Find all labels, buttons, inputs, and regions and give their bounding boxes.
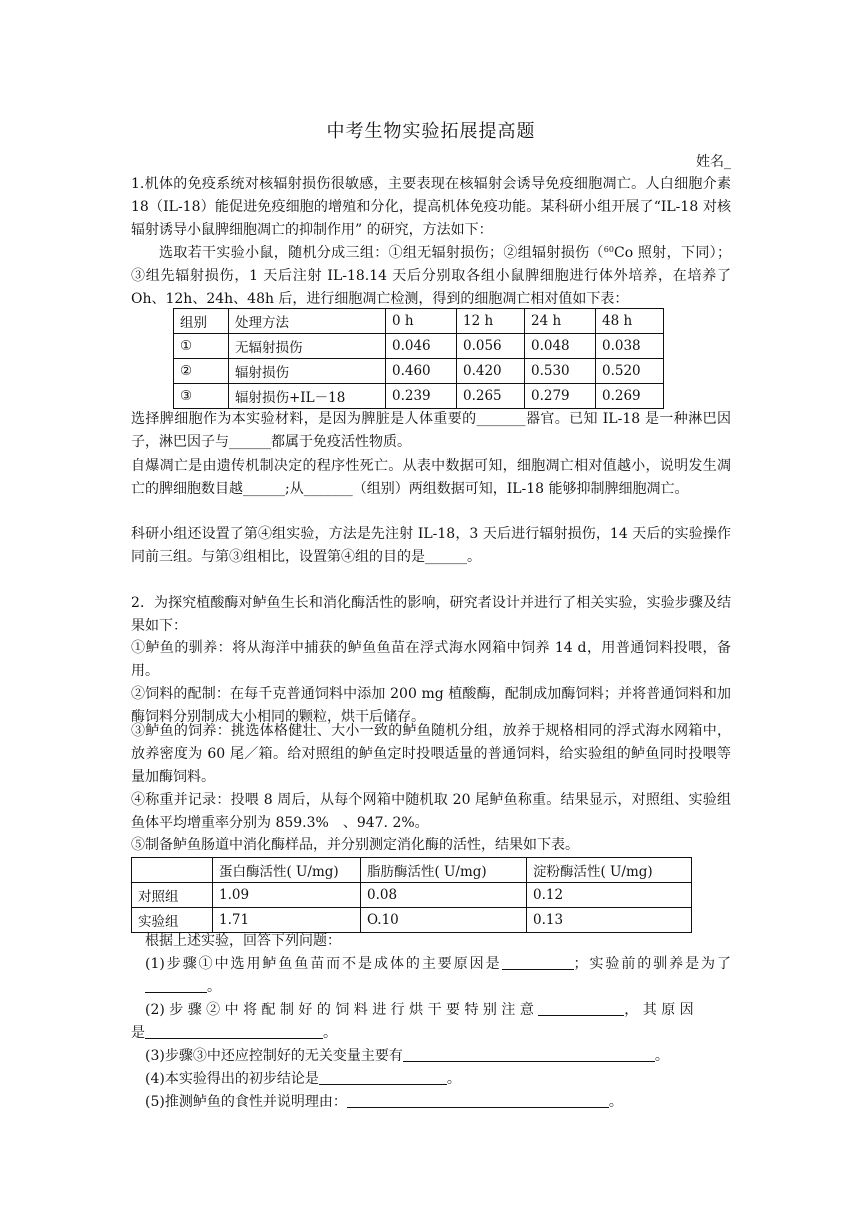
answer-blank[interactable] [502, 955, 574, 970]
table-cell: ③ [174, 384, 229, 409]
table-cell: 0.046 [386, 334, 457, 359]
co-superscript: 60 [603, 245, 614, 254]
table-cell: 0.520 [596, 359, 664, 384]
table-cell: 0.279 [525, 384, 596, 409]
q2-step-4: ④称重并记录：投喂 8 周后，从每个网箱中随机取 20 尾鲈鱼称重。结果显示，对照组、实验组鱼体平均增重率分别为 859.3% 、947. 2%。 [131, 792, 731, 832]
q2-step-2: ②饲料的配制：在每千克普通饲料中添加 200 mg 植酸酶，配制成加酶饲料；并将普通饲料和加酶饲料分别制成大小相同的颗粒，烘干后储存。 [131, 686, 731, 726]
q2-question-5: (5)推测鲈鱼的食性并说明理由： 。 [145, 1094, 623, 1110]
table-row [132, 883, 692, 908]
table-header-cell: 处理方法 [229, 309, 386, 334]
q1-method-b: Co 照射，下同）；③组先辐射损伤，1 天后注射 IL-18.14 天后分别取各组小鼠脾细胞进行体外培养，在培养了 Oh、12h、24h、48h 后，进行细胞凋亡检测，得到的细胞凋亡相对值如下表： [131, 245, 732, 308]
q2-intro: 2．为探究植酸酶对鲈鱼生长和消化酶活性的影响，研究者设计并进行了相关实验，实验步骤及结果如下： [131, 595, 731, 635]
answer-blank[interactable] [538, 1001, 624, 1016]
table-header-cell: 蛋白酶活性( U/mg) [213, 858, 361, 883]
q2-question-3: (3)步骤③中还应控制好的无关变量主要有 。 [145, 1048, 669, 1064]
table-header-cell: 24 h [525, 309, 596, 334]
table-row [174, 334, 664, 359]
table-cell: 0.08 [361, 883, 527, 908]
table-header-cell: 组别 [174, 309, 229, 334]
table-cell: 1.09 [213, 883, 361, 908]
q2-question-1: (1)步骤①中选用鲈鱼鱼苗而不是成体的主要原因是 ；实验前的驯养是为了。 [145, 956, 731, 996]
q1-para-1: 选择脾细胞作为本实验材料，是因为脾脏是人体重要的_______器官。已知 IL-18 是一种淋巴因子，淋巴因子与______都属于免疫活性物质。 [131, 411, 731, 451]
table-row [132, 908, 692, 933]
table-header-cell: 0 h [386, 309, 457, 334]
q1-intro [131, 173, 731, 243]
table-cell: 1.71 [213, 908, 361, 933]
table-cell: 0.420 [457, 359, 525, 384]
q2-step-3: ③鲈鱼的饲养：挑选体格健壮、大小一致的鲈鱼随机分组，放养于规格相同的浮式海水网箱中，放养密度为 60 尾／箱。给对照组的鲈鱼定时投喂适量的普通饲料，给实验组的鲈鱼同时投喂等量加酶饲料。 [131, 723, 731, 786]
answer-blank[interactable] [319, 1070, 447, 1085]
table-cell: 辐射损伤+IL－18 [229, 384, 386, 409]
table-cell: 0.048 [525, 334, 596, 359]
table-cell: ② [174, 359, 229, 384]
q1-intro-text: 1.机体的免疫系统对核辐射损伤很敏感，主要表现在核辐射会诱导免疫细胞凋亡。人白细胞介素 18（IL-18）能促进免疫细胞的增殖和分化，提高机体免疫功能。某科研小组开展了“IL-18 对核辐射诱导小鼠脾细胞凋亡的抑制作用” 的研究，方法如下： [131, 176, 731, 239]
q1-method [131, 242, 731, 312]
table-header-cell: 48 h [596, 309, 664, 334]
table-header-row [132, 858, 692, 883]
q2-question-2-cont: 是 。 [131, 1025, 337, 1041]
q2-step-5: ⑤制备鲈鱼肠道中消化酶样品，并分别测定消化酶的活性，结果如下表。 [131, 837, 579, 853]
table-row [174, 359, 664, 384]
table-cell: 0.269 [596, 384, 664, 409]
table-cell: 0.12 [527, 883, 692, 908]
table-header-cell: 脂肪酶活性( U/mg) [361, 858, 527, 883]
table-cell: 实验组 [132, 908, 213, 933]
q1-method-a: 选取若干实验小鼠，随机分成三组：①组无辐射损伤；②组辐射损伤（ [159, 245, 604, 261]
table-header-row [174, 309, 664, 334]
table-cell: 0.265 [457, 384, 525, 409]
answer-blank[interactable] [145, 1024, 323, 1039]
q2-question-2: (2) 步 骤 ② 中 将 配 制 好 的 饲 料 进 行 烘 干 要 特 别 注 意 ， 其 原 因 [145, 1002, 694, 1018]
answer-blank[interactable] [145, 978, 207, 993]
q2-lead: 根据上述实验，回答下列问题： [145, 933, 341, 949]
apoptosis-table [173, 308, 664, 409]
table-row [174, 384, 664, 409]
answer-blank[interactable] [347, 1093, 609, 1108]
table-cell: 0.239 [386, 384, 457, 409]
table-cell: 0.530 [525, 359, 596, 384]
q1-para-2: 自爆凋亡是由遗传机制决定的程序性死亡。从表中数据可知，细胞凋亡相对值越小，说明发生凋亡的脾细胞数目越______;从_______（组别）两组数据可知，IL-18 能够抑制脾细胞凋亡。 [131, 458, 731, 498]
table-cell: 对照组 [132, 883, 213, 908]
table-cell: O.10 [361, 908, 527, 933]
table-header-cell [132, 858, 213, 883]
answer-blank[interactable] [403, 1047, 655, 1062]
table-cell: 0.056 [457, 334, 525, 359]
q2-step-1: ①鲈鱼的驯养：将从海洋中捕获的鲈鱼鱼苗在浮式海水网箱中饲养 14 d，用普通饲料投喂，备用。 [131, 640, 731, 680]
table-cell: 无辐射损伤 [229, 334, 386, 359]
table-header-cell: 淀粉酶活性( U/mg) [527, 858, 692, 883]
table-cell: 0.13 [527, 908, 692, 933]
table-cell: 0.038 [596, 334, 664, 359]
q1-para-3: 科研小组还设置了第④组实验，方法是先注射 IL-18，3 天后进行辐射损伤，14 天后的实验操作同前三组。与第③组相比，设置第④组的目的是______。 [131, 526, 731, 566]
page-title: 中考生物实验拓展提高题 [326, 121, 536, 142]
table-cell: 辐射损伤 [229, 359, 386, 384]
table-cell: 0.460 [386, 359, 457, 384]
table-cell: ① [174, 334, 229, 359]
name-label: 姓名_ [696, 154, 731, 170]
table-header-cell: 12 h [457, 309, 525, 334]
q2-question-4: (4)本实验得出的初步结论是 。 [145, 1071, 461, 1087]
enzyme-activity-table [131, 857, 692, 933]
